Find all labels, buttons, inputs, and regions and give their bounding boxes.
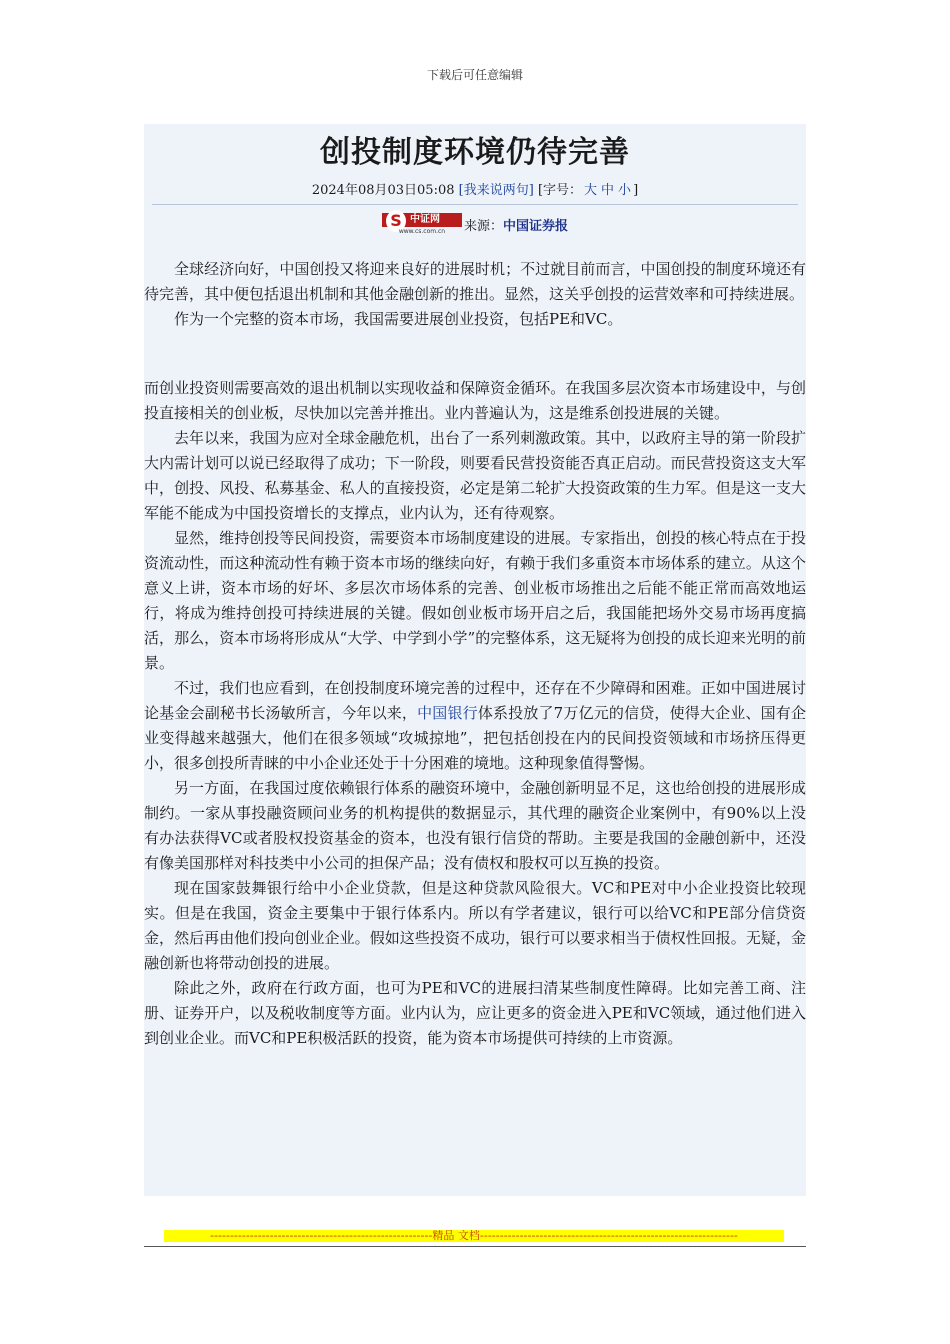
source-row	[144, 209, 806, 239]
cs-logo: S 中证网 www.cs.com.cn	[382, 211, 462, 237]
font-size-large[interactable]: 大	[584, 183, 598, 198]
article-panel	[144, 124, 806, 1196]
paragraph: 现在国家鼓舞银行给中小企业贷款，但是这种贷款风险很大。VC和PE对中小企业投资比较现实。但是在我国，资金主要集中于银行体系内。所以有学者建议，银行可以给VC和PE部分信贷资金，然后再由他们投向创业企业。假如这些投资不成功，银行可以要求相当于债权性回报。无疑，金融创新也将带动创投的进展。	[144, 879, 806, 972]
meta-divider	[152, 204, 798, 205]
source-label: 来源：	[463, 218, 503, 234]
paragraph: 显然，维持创投等民间投资，需要资本市场制度建设的进展。专家指出，创投的核心特点在于投资流动性，而这种流动性有赖于资本市场的继续向好，有赖于我们多重资本市场体系的建立。从这个意义上讲，资本市场的好坏、多层次市场体系的完善、创业板市场推出之后能不能正常而高效地运行，将成为维持创投可持续进展的关键。假如创业板市场开启之后，我国能把场外交易市场再度搞活，那么，资本市场将形成从“大学、中学到小学”的完整体系，这无疑将为创投的成长迎来光明的前景。	[144, 529, 806, 672]
font-size-label: [字号：	[537, 183, 583, 198]
paragraph: 去年以来，我国为应对全球金融危机，出台了一系列刺激政策。其中，以政府主导的第一阶段扩大内需计划可以说已经取得了成功；下一阶段，则要看民营投资能否真正启动。而民营投资这支大军中，创投、风投、私募基金、私人的直接投资，必定是第二轮扩大投资政策的生力军。但是这一支大军能不能成为中国投资增长的支撑点，业内认为，还有待观察。	[144, 429, 806, 522]
article-body	[144, 257, 806, 1051]
paragraph: 不过，我们也应看到，在创投制度环境完善的过程中，还存在不少障碍和困难。正如中国进展讨论基金会副秘书长汤敏所言，今年以来，中国银行体系投放了7万亿元的信贷，使得大企业、国有企业变得越来越强大，他们在很多领域“攻城掠地”，把包括创投在内的民间投资领域和市场挤压得更小，很多创投所青睐的中小企业还处于十分困难的境地。这种现象值得警惕。	[144, 679, 806, 772]
publish-datetime: 2024年08月03日05:08	[311, 183, 455, 198]
source-name[interactable]: 中国证券报	[503, 218, 569, 234]
paragraph: 作为一个完整的资本市场，我国需要进展创业投资，包括PE和VC。	[174, 310, 623, 328]
paragraph: 另一方面，在我国过度依赖银行体系的融资环境中，金融创新明显不足，这也给创投的进展形成制约。一家从事投融资顾问业务的机构提供的数据显示，其代理的融资企业案例中，有90%以上没有办法获得VC或者股权投资基金的资本，也没有银行信贷的帮助。主要是我国的金融创新中，还没有像美国那样对科技类中小公司的担保产品；没有债权和股权可以互换的投资。	[144, 779, 806, 872]
article-meta	[144, 182, 806, 200]
font-size-small[interactable]: 小	[618, 183, 632, 198]
article-title: 创投制度环境仍待完善	[320, 135, 630, 170]
bank-link[interactable]: 中国银行	[417, 704, 478, 722]
footer-banner: --------------------------------------------------------精品 文档-----------------------------------------------------------------	[164, 1230, 784, 1242]
paragraph: 全球经济向好，中国创投又将迎来良好的进展时机；不过就目前而言，中国创投的制度环境还有待完善，其中便包括退出机制和其他金融创新的推出。显然，这关乎创投的运营效率和可持续进展。	[144, 260, 806, 303]
comment-link[interactable]: [我来说两句]	[458, 183, 534, 198]
paragraph: 而创业投资则需要高效的退出机制以实现收益和保障资金循环。在我国多层次资本市场建设中，与创投直接相关的创业板，尽快加以完善并推出。业内普遍认为，这是维系创投进展的关键。	[144, 379, 806, 422]
paragraph: 除此之外，政府在行政方面，也可为PE和VC的进展扫清某些制度性障碍。比如完善工商、注册、证券开户，以及税收制度等方面。业内认为，应让更多的资金进入PE和VC领域，通过他们进入到创业企业。而VC和PE积极活跃的投资，能为资本市场提供可持续的上市资源。	[144, 979, 806, 1047]
footer-divider	[144, 1246, 806, 1247]
header-note: 下载后可任意编辑	[426, 68, 523, 82]
font-size-medium[interactable]: 中	[601, 183, 615, 198]
font-size-close: ]	[633, 183, 639, 198]
spacer	[144, 332, 806, 376]
